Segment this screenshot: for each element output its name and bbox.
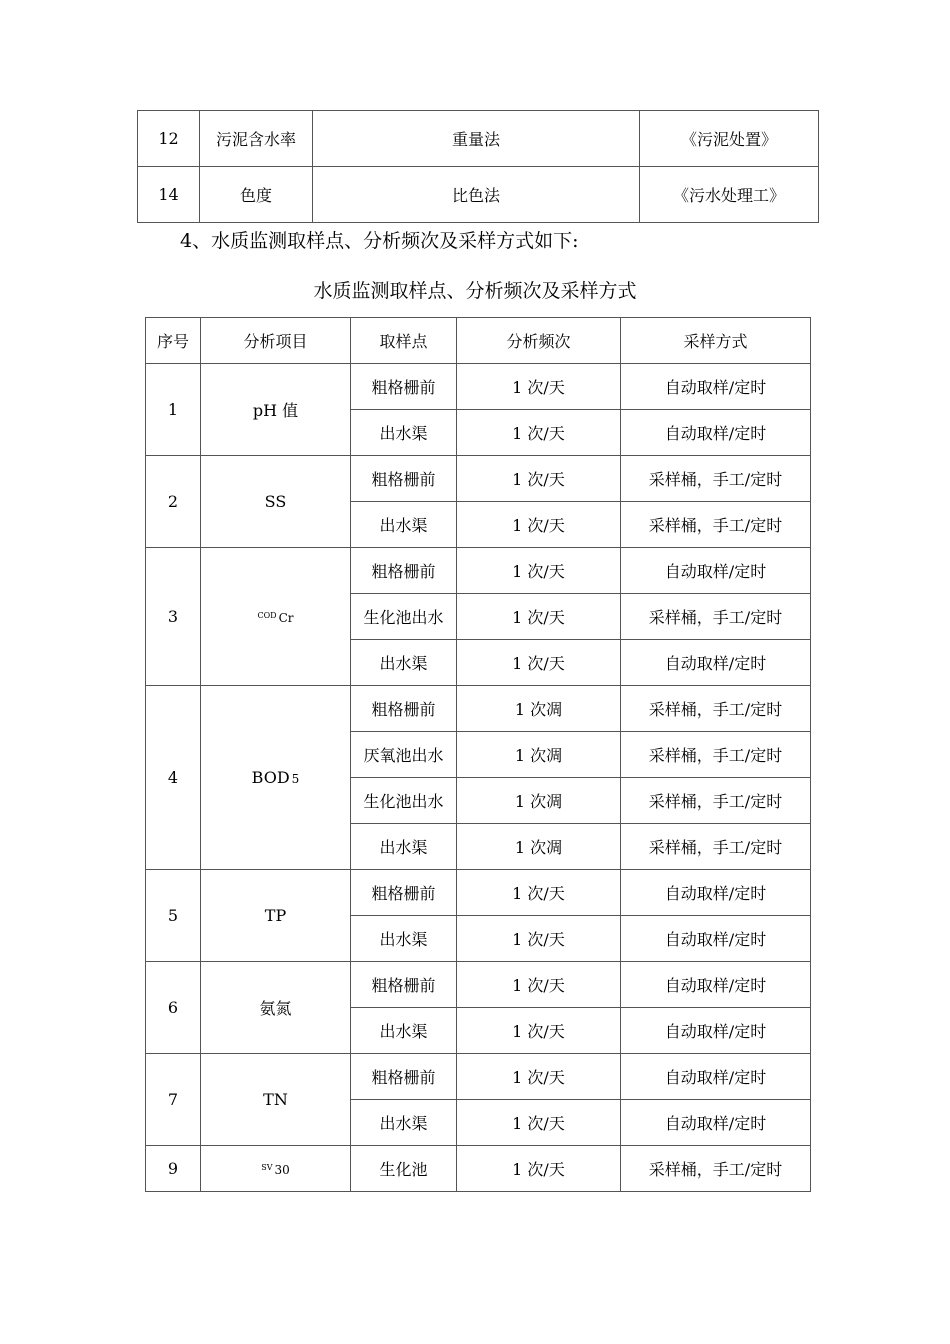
item-name [201, 1146, 351, 1192]
sampling-mode: 采样桶，手工/定时 [621, 502, 811, 548]
row-number: 7 [146, 1054, 201, 1146]
sampling-mode: 自动取样/定时 [621, 870, 811, 916]
sampling-point: 粗格栅前 [351, 548, 457, 594]
frequency: 1 次/天 [457, 456, 621, 502]
sampling-point: 出水渠 [351, 410, 457, 456]
sampling-mode: 采样桶，手工/定时 [621, 778, 811, 824]
header-cell: 分析项目 [201, 318, 351, 364]
sampling-point: 生化池 [351, 1146, 457, 1192]
header-row [146, 318, 811, 364]
sampling-point: 厌氧池出水 [351, 732, 457, 778]
sampling-point: 出水渠 [351, 640, 457, 686]
sampling-point: 生化池出水 [351, 778, 457, 824]
sampling-point: 粗格栅前 [351, 1054, 457, 1100]
row-number: 2 [146, 456, 201, 548]
frequency: 1 次/天 [457, 1100, 621, 1146]
table-row [146, 364, 811, 410]
sampling-mode: 采样桶，手工/定时 [621, 456, 811, 502]
item-name: 色度 [200, 167, 313, 223]
row-number: 9 [146, 1146, 201, 1192]
table-row [146, 962, 811, 1008]
section-heading: 4、水质监测取样点、分析频次及采样方式如下: [180, 230, 579, 252]
frequency: 1 次/天 [457, 640, 621, 686]
item-subscript: 5 [291, 772, 300, 786]
table-caption: 水质监测取样点、分析频次及采样方式 [313, 280, 637, 302]
row-number: 1 [146, 364, 201, 456]
sampling-mode: 自动取样/定时 [621, 962, 811, 1008]
frequency: 1 次凋 [457, 824, 621, 870]
table-row [138, 167, 819, 223]
sampling-mode: 自动取样/定时 [621, 548, 811, 594]
header-cell: 分析频次 [457, 318, 621, 364]
row-number: 3 [146, 548, 201, 686]
item-prefix: COD [257, 611, 277, 620]
item-name: TP [201, 870, 351, 962]
sampling-mode: 自动取样/定时 [621, 1100, 811, 1146]
frequency: 1 次/天 [457, 548, 621, 594]
sampling-point: 出水渠 [351, 1100, 457, 1146]
item-suffix: Cr [278, 611, 294, 625]
frequency: 1 次/天 [457, 502, 621, 548]
item-name: SS [201, 456, 351, 548]
sampling-mode: 采样桶，手工/定时 [621, 1146, 811, 1192]
item-name: TN [201, 1054, 351, 1146]
item-name [201, 686, 351, 870]
sampling-mode: 采样桶，手工/定时 [621, 824, 811, 870]
frequency: 1 次/天 [457, 870, 621, 916]
sampling-point: 出水渠 [351, 824, 457, 870]
table-row [146, 456, 811, 502]
frequency: 1 次/天 [457, 410, 621, 456]
item-prefix: SV [261, 1163, 273, 1172]
row-number: 6 [146, 962, 201, 1054]
row-number: 5 [146, 870, 201, 962]
item-main: BOD [251, 768, 290, 787]
sampling-point: 生化池出水 [351, 594, 457, 640]
table-row [146, 548, 811, 594]
frequency: 1 次/天 [457, 916, 621, 962]
row-number: 14 [138, 167, 200, 223]
table-row [146, 870, 811, 916]
item-name: 氨氮 [201, 962, 351, 1054]
method: 比色法 [313, 167, 640, 223]
sampling-mode: 采样桶，手工/定时 [621, 732, 811, 778]
sampling-point: 出水渠 [351, 502, 457, 548]
sampling-mode: 采样桶，手工/定时 [621, 594, 811, 640]
sampling-mode: 自动取样/定时 [621, 640, 811, 686]
frequency: 1 次/天 [457, 1054, 621, 1100]
reference: 《污泥处置》 [640, 111, 819, 167]
item-name [201, 548, 351, 686]
sampling-point: 粗格栅前 [351, 364, 457, 410]
sampling-mode: 自动取样/定时 [621, 1054, 811, 1100]
reference: 《污水处理工》 [640, 167, 819, 223]
frequency: 1 次/天 [457, 1146, 621, 1192]
sampling-point: 粗格栅前 [351, 962, 457, 1008]
header-cell: 序号 [146, 318, 201, 364]
sampling-point: 出水渠 [351, 916, 457, 962]
sampling-mode: 自动取样/定时 [621, 410, 811, 456]
sampling-mode: 自动取样/定时 [621, 1008, 811, 1054]
header-cell: 采样方式 [621, 318, 811, 364]
frequency: 1 次/天 [457, 1008, 621, 1054]
monitoring-table [145, 317, 811, 1192]
frequency: 1 次/天 [457, 594, 621, 640]
row-number: 4 [146, 686, 201, 870]
frequency: 1 次凋 [457, 778, 621, 824]
table-row [138, 111, 819, 167]
sampling-mode: 采样桶，手工/定时 [621, 686, 811, 732]
method: 重量法 [313, 111, 640, 167]
item-suffix: 30 [274, 1163, 290, 1177]
item-name: 污泥含水率 [200, 111, 313, 167]
sampling-point: 粗格栅前 [351, 456, 457, 502]
frequency: 1 次/天 [457, 962, 621, 1008]
header-cell: 取样点 [351, 318, 457, 364]
sampling-point: 出水渠 [351, 1008, 457, 1054]
sampling-mode: 自动取样/定时 [621, 364, 811, 410]
frequency: 1 次凋 [457, 732, 621, 778]
table-row [146, 1146, 811, 1192]
table-row [146, 1054, 811, 1100]
top-table [137, 110, 819, 223]
item-name: pH 值 [201, 364, 351, 456]
sampling-point: 粗格栅前 [351, 686, 457, 732]
sampling-mode: 自动取样/定时 [621, 916, 811, 962]
row-number: 12 [138, 111, 200, 167]
frequency: 1 次/天 [457, 364, 621, 410]
frequency: 1 次凋 [457, 686, 621, 732]
table-row [146, 686, 811, 732]
sampling-point: 粗格栅前 [351, 870, 457, 916]
